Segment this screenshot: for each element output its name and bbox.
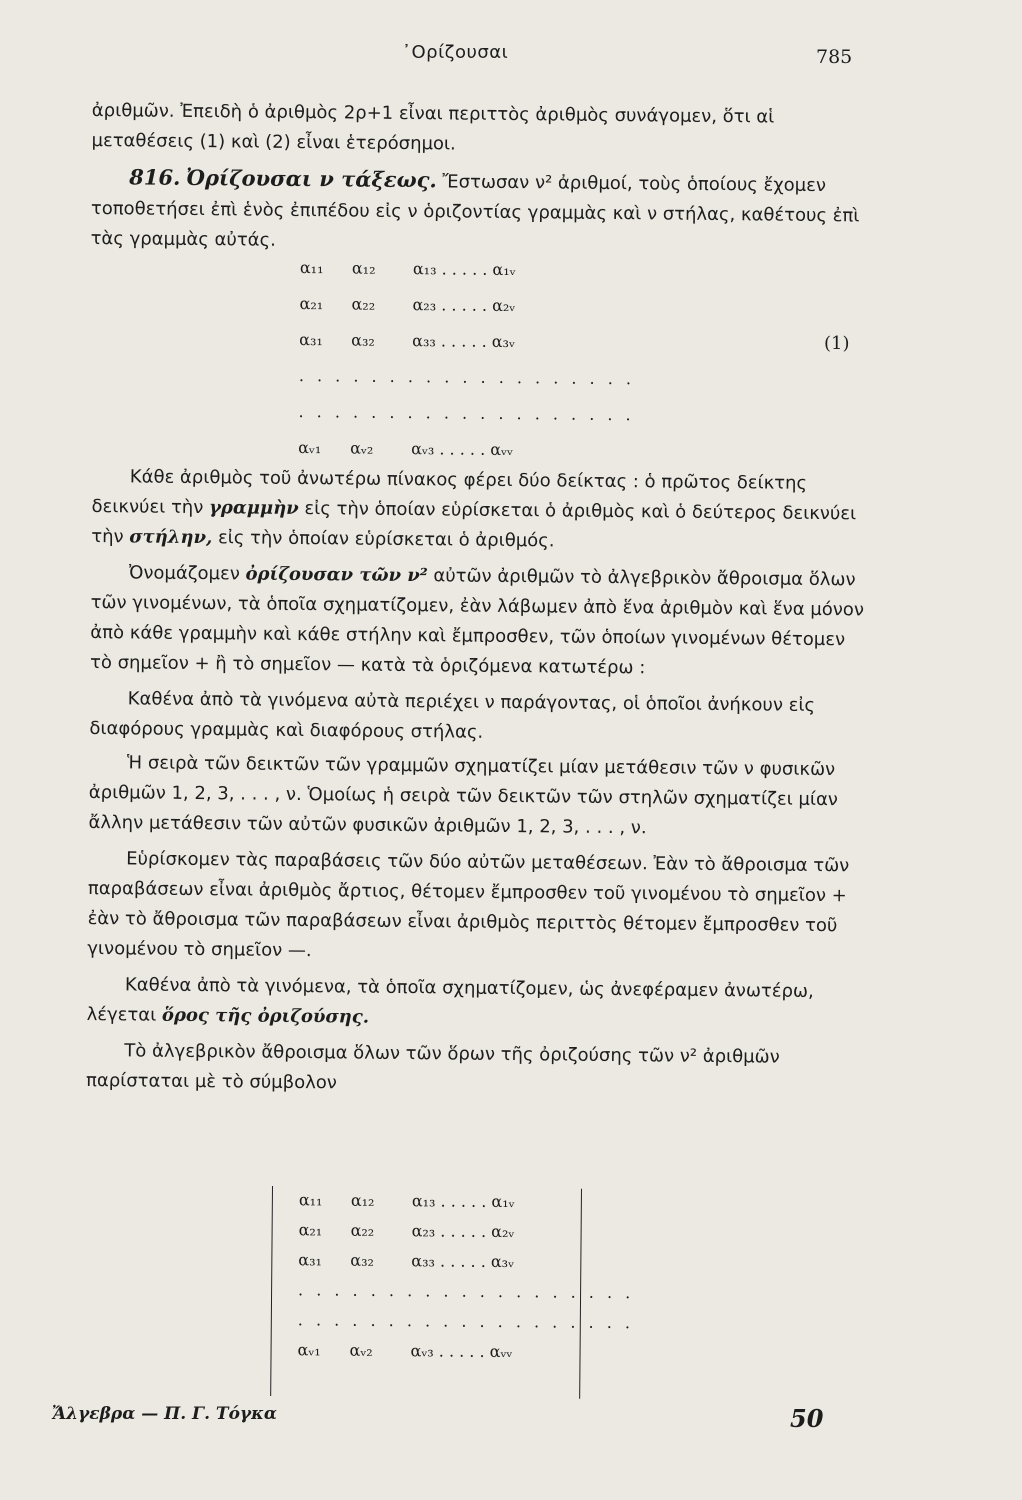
- array-cell: α₂₃ . . . . . α₂ᵥ: [412, 295, 516, 316]
- array-row: [299, 1190, 635, 1223]
- text-run: εἰς τὴν ὁποίαν εὑρίσκεται ὁ ἀριθμός.: [217, 527, 555, 552]
- paragraph-indices: [91, 462, 874, 560]
- emphasis-row: γραμμὴν: [208, 497, 299, 519]
- paragraph-term: [87, 970, 870, 1038]
- array-cell: α₂₃ . . . . . α₂ᵥ: [411, 1221, 515, 1242]
- array-row: [299, 294, 636, 333]
- array-cell: αᵥ₂: [350, 438, 374, 458]
- text-run: εἰς τὴν ὁποίαν εὑρίσκεται ὁ ἀριθμὸς καὶ ὁ δεύτερος δεικνύει τὴν: [91, 498, 857, 548]
- array-cell: α₂₁: [299, 293, 324, 314]
- text-run: αὐτῶν ἀριθμῶν τὸ ἀλγεβρικὸν ἄθροισμα ὅλων τῶν γινομένων, τὰ ὁποῖα σχηματίζομεν, ἐὰν λάβωμεν ἀπὸ ἕνα ἀριθμὸν καὶ ἕνα μόνον ἀπὸ κάθε γραμμὴν καὶ κάθε στήλην καὶ ἔμπροσθεν, τῶν ὁποίων γινομένων θέτομεν τὸ σημεῖον + ἢ τὸ σημεῖον — κατὰ τὰ ὁριζόμενα κατωτέρω :: [89, 565, 865, 679]
- array-cell: α₂₂: [351, 294, 376, 314]
- array-dots-row: . . . . . . . . . . . . . . . . . . .: [298, 401, 635, 425]
- array-dots-row: . . . . . . . . . . . . . . . . . . .: [297, 1310, 635, 1333]
- array-cell: α₂₂: [350, 1220, 375, 1240]
- running-title: ᾿Ορίζουσαι: [402, 42, 509, 63]
- paragraph-permutations: Ἡ σειρὰ τῶν δεικτῶν τῶν γραμμῶν σχηματίζει μίαν μετάθεσιν τῶν ν φυσικῶν ἀριθμῶν 1, 2, 3, . . . , ν. Ὁμοίως ἡ σειρὰ τῶν δεικτῶν τῶν στηλῶν σχηματίζει μίαν ἄλλην μετάθεσιν τῶν αὐτῶν φυσικῶν ἀριθμῶν 1, 2, 3, . . . , ν.: [88, 752, 839, 839]
- section-title: Ὀρίζουσαι ν τάξεως.: [185, 164, 437, 193]
- page-header: [0, 38, 1022, 78]
- array-cell: α₁₃ . . . . . α₁ᵥ: [412, 259, 516, 280]
- array-cell: αᵥ₃ . . . . . αᵥᵥ: [410, 1341, 513, 1362]
- book-title: Ἄλγεβρα — Π. Γ. Τόγκα: [52, 1404, 277, 1424]
- array-cell: αᵥ₃ . . . . . αᵥᵥ: [411, 439, 514, 460]
- emphasis-term: ὅρος τῆς ὀριζούσης.: [161, 1004, 370, 1028]
- paragraph-1: ἀριθμῶν. Ἐπειδὴ ὁ ἀριθμὸς 2ρ+1 εἶναι περιττὸς ἀριθμὸς συνάγομεν, ὅτι αἱ μεταθέσεις (1) καὶ (2) εἶναι ἑτερόσημοι.: [91, 99, 775, 155]
- text-run: Κάθε ἀριθμὸς τοῦ ἀνωτέρω πίνακος φέρει δύο δείκτας : ὁ πρῶτος δείκτης δεικνύει τὴν: [91, 466, 808, 519]
- text-run: Καθένα ἀπὸ τὰ γινόμενα, τὰ ὁποῖα σχηματίζομεν, ὡς ἀνεφέραμεν ἀνωτέρω, λέγεται: [86, 974, 814, 1026]
- array-row: [300, 258, 637, 297]
- array-cell: α₁₂: [350, 1190, 375, 1210]
- paragraph-inversions: Εὑρίσκομεν τὰς παραβάσεις τῶν δύο αὐτῶν μεταθέσεων. Ἐὰν τὸ ἄθροισμα τῶν παραβάσεων εἶναι ἀριθμὸς ἄρτιος, θέτομεν ἔμπροσθεν τοῦ γινομένου τὸ σημεῖον + ἐὰν τὸ ἄθροισμα τῶν παραβάσεων εἶναι ἀριθμὸς περιττὸς θέτομεν ἔμπροσθεν τοῦ γινομένου τὸ σημεῖον —.: [87, 848, 850, 962]
- signature-mark: 50: [790, 1404, 824, 1433]
- equation-label: (1): [824, 333, 850, 354]
- array-row: [297, 1340, 633, 1373]
- array-cell: α₁₁: [298, 1190, 323, 1210]
- determinant-symbol: [270, 1186, 635, 1399]
- paragraph-symbol: Τὸ ἀλγεβρικὸν ἄθροισμα ὅλων τῶν ὅρων τῆς ὀριζούσης τῶν ν² ἀριθμῶν παρίσταται μὲ τὸ σύμβολον: [85, 1040, 780, 1094]
- text-block-middle: [86, 462, 874, 1103]
- number-array-1: [298, 258, 636, 477]
- section-intro-text: Ἔστωσαν ν² ἀριθμοί, τοὺς ὁποίους ἔχομεν τοποθετήσει ἐπὶ ἑνὸς ἐπιπέδου εἰς ν ὁριζοντίας γραμμὰς καὶ ν στήλας, καθέτους ἐπὶ τὰς γραμμὰς αὐτάς.: [90, 171, 860, 251]
- array-cell: α₁₂: [351, 258, 376, 278]
- array-cell: αᵥ₁: [298, 437, 322, 458]
- array-cell: α₁₃ . . . . . α₁ᵥ: [411, 1191, 515, 1212]
- paragraph-definition: [90, 558, 873, 686]
- array-dots-row: . . . . . . . . . . . . . . . . . . .: [298, 365, 636, 389]
- array-cell: α₁₁: [299, 258, 324, 278]
- array-cell: α₃₁: [298, 1250, 323, 1270]
- text-block-top: [90, 96, 873, 261]
- number-array-2: [297, 1190, 635, 1373]
- array-row: [299, 330, 636, 369]
- array-cell: αᵥ₁: [297, 1340, 321, 1360]
- array-dots-row: . . . . . . . . . . . . . . . . . . .: [298, 1280, 635, 1303]
- array-cell: α₃₂: [351, 330, 375, 350]
- text-run: Ὀνομάζομεν: [128, 562, 240, 585]
- array-cell: α₂₁: [298, 1220, 323, 1240]
- array-cell: αᵥ₂: [349, 1340, 373, 1360]
- array-row: [298, 1220, 634, 1253]
- page-footer: [0, 1404, 1022, 1444]
- page-number: 785: [816, 46, 853, 68]
- paragraph-factors: Καθένα ἀπὸ τὰ γινόμενα αὐτὰ περιέχει ν παράγοντας, οἱ ὁποῖοι ἀνήκουν εἰς διαφόρους γραμμὰς καὶ διαφόρους στήλας.: [89, 688, 816, 743]
- emphasis-determinant: ὀρίζουσαν τῶν ν²: [245, 563, 428, 587]
- array-row: [298, 1250, 634, 1283]
- array-cell: α₃₃ . . . . . α₃ᵥ: [411, 1251, 515, 1272]
- array-cell: α₃₃ . . . . . α₃ᵥ: [412, 331, 516, 352]
- array-cell: α₃₂: [350, 1250, 375, 1270]
- section-number: 816.: [129, 164, 181, 190]
- emphasis-column: στήλην,: [129, 526, 213, 549]
- array-cell: α₃₁: [299, 329, 323, 350]
- paragraph-section-816: [90, 162, 873, 262]
